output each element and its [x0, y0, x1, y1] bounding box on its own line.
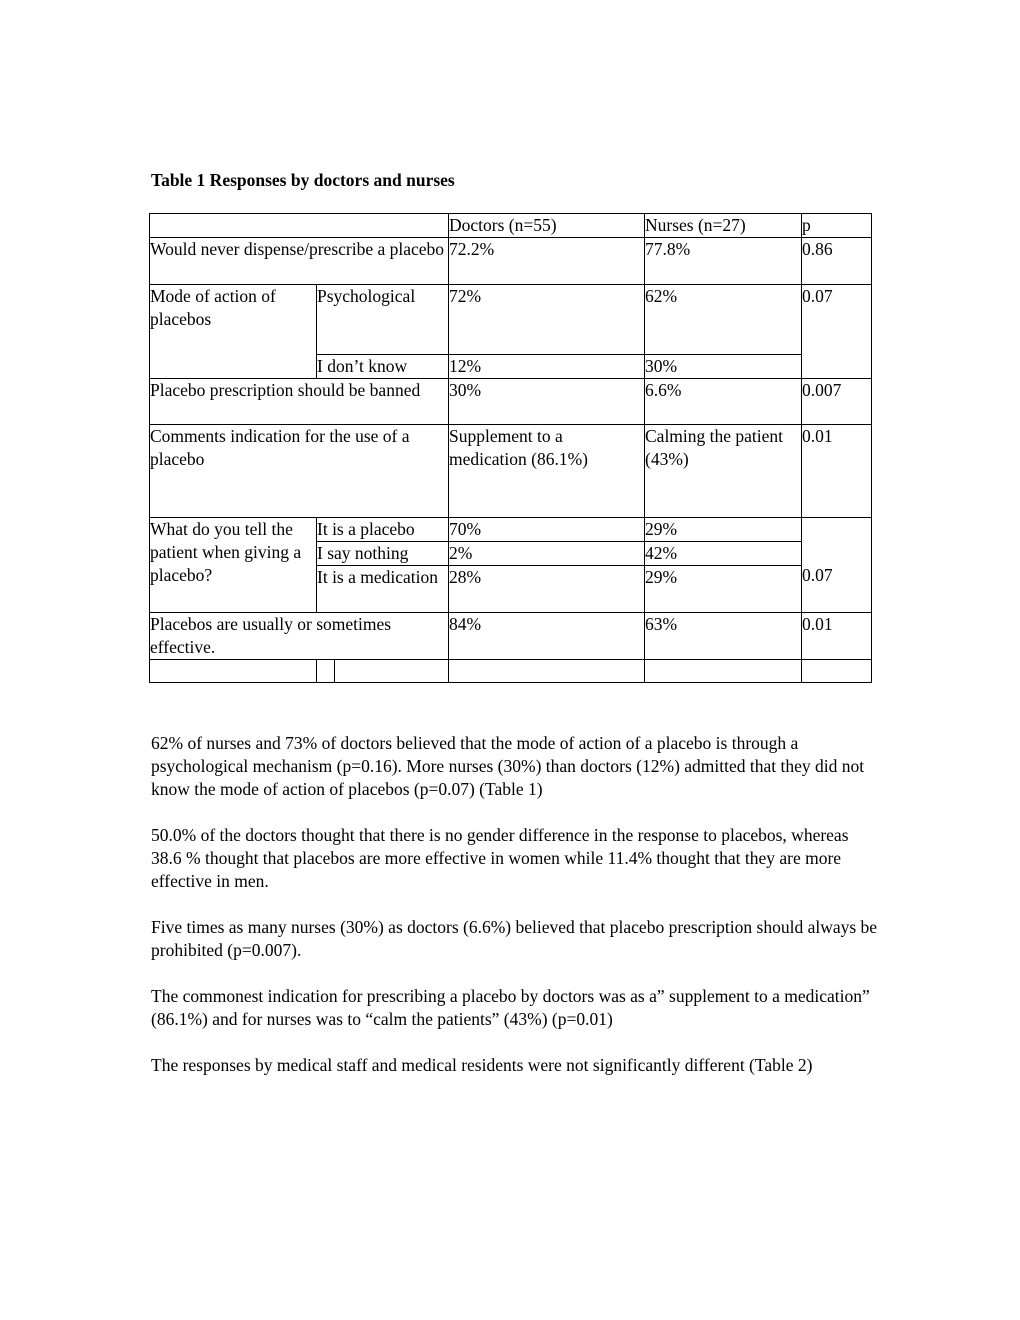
cell-doctors: 28% — [449, 566, 645, 613]
cell-doctors: 30% — [449, 379, 645, 425]
cell-nurses: 77.8% — [645, 238, 802, 285]
table-row — [150, 613, 872, 660]
empty-cell — [317, 660, 335, 683]
cell-doctors: 2% — [449, 542, 645, 566]
sub-label-psychological: Psychological — [317, 285, 449, 355]
cell-p: 0.07 — [802, 518, 872, 613]
paragraph-staff-residents: The responses by medical staff and medical residents were not significantly different (Table 2) — [151, 1055, 813, 1075]
table-row-empty — [150, 660, 872, 683]
table-row — [150, 379, 872, 425]
sub-label-say-nothing: I say nothing — [317, 542, 449, 566]
cell-nurses: 29% — [645, 566, 802, 613]
row-label-banned: Placebo prescription should be banned — [150, 379, 449, 425]
paragraph-prohibited: Five times as many nurses (30%) as doctors (6.6%) believed that placebo prescription should always be prohibited (p=0.007). — [151, 917, 878, 960]
empty-cell — [335, 660, 449, 683]
paragraph-indication: The commonest indication for prescribing a placebo by doctors was as a” supplement to a medication” (86.1%) and for nurses was to “calm the patients” (43%) (p=0.01) — [151, 986, 870, 1029]
responses-table — [149, 213, 872, 683]
table-row — [150, 285, 872, 355]
row-label-indication: Comments indication for the use of a placebo — [150, 425, 449, 518]
cell-doctors: 70% — [449, 518, 645, 542]
cell-nurses: 30% — [645, 355, 802, 379]
row-label-what-tell: What do you tell the patient when giving a placebo? — [150, 518, 317, 613]
header-nurses: Nurses (n=27) — [645, 214, 802, 238]
cell-nurses: 42% — [645, 542, 802, 566]
cell-p: 0.86 — [802, 238, 872, 285]
cell-doctors: 72% — [449, 285, 645, 355]
cell-doctors: 84% — [449, 613, 645, 660]
empty-cell — [150, 660, 317, 683]
empty-cell — [449, 660, 645, 683]
header-p: p — [802, 214, 872, 238]
cell-nurses: 63% — [645, 613, 802, 660]
cell-doctors: 12% — [449, 355, 645, 379]
paragraph-mode-of-action: 62% of nurses and 73% of doctors believed that the mode of action of a placebo is through a psychological mechanism (p=0.16). More nurses (30%) than doctors (12%) admitted that they did not know the mode of action of placebos (p=0.07) (Table 1) — [151, 733, 865, 799]
row-label-never-dispense: Would never dispense/prescribe a placebo — [150, 238, 449, 285]
cell-p: 0.01 — [802, 613, 872, 660]
cell-p: 0.01 — [802, 425, 872, 518]
cell-nurses: 6.6% — [645, 379, 802, 425]
cell-doctors: 72.2% — [449, 238, 645, 285]
sub-label-is-placebo: It is a placebo — [317, 518, 449, 542]
cell-nurses: Calming the patient (43%) — [645, 425, 802, 518]
empty-cell — [645, 660, 802, 683]
table-row — [150, 425, 872, 518]
cell-doctors: Supplement to a medication (86.1%) — [449, 425, 645, 518]
row-label-effective: Placebos are usually or sometimes effective. — [150, 613, 449, 660]
sub-label-dont-know: I don’t know — [317, 355, 449, 379]
header-blank — [150, 214, 449, 238]
empty-cell — [802, 660, 872, 683]
cell-nurses: 62% — [645, 285, 802, 355]
cell-p: 0.07 — [802, 285, 872, 379]
table-row — [150, 238, 872, 285]
header-doctors: Doctors (n=55) — [449, 214, 645, 238]
table-title: Table 1 Responses by doctors and nurses — [151, 170, 455, 190]
table-row — [150, 518, 872, 542]
table-header-row — [150, 214, 872, 238]
paragraph-gender: 50.0% of the doctors thought that there is no gender difference in the response to placebos, whereas 38.6 % thought that placebos are more effective in women while 11.4% thought that they are more effective in men. — [151, 825, 849, 891]
sub-label-is-medication: It is a medication — [317, 566, 449, 613]
row-label-mode-of-action: Mode of action of placebos — [150, 285, 317, 379]
cell-p: 0.007 — [802, 379, 872, 425]
cell-nurses: 29% — [645, 518, 802, 542]
